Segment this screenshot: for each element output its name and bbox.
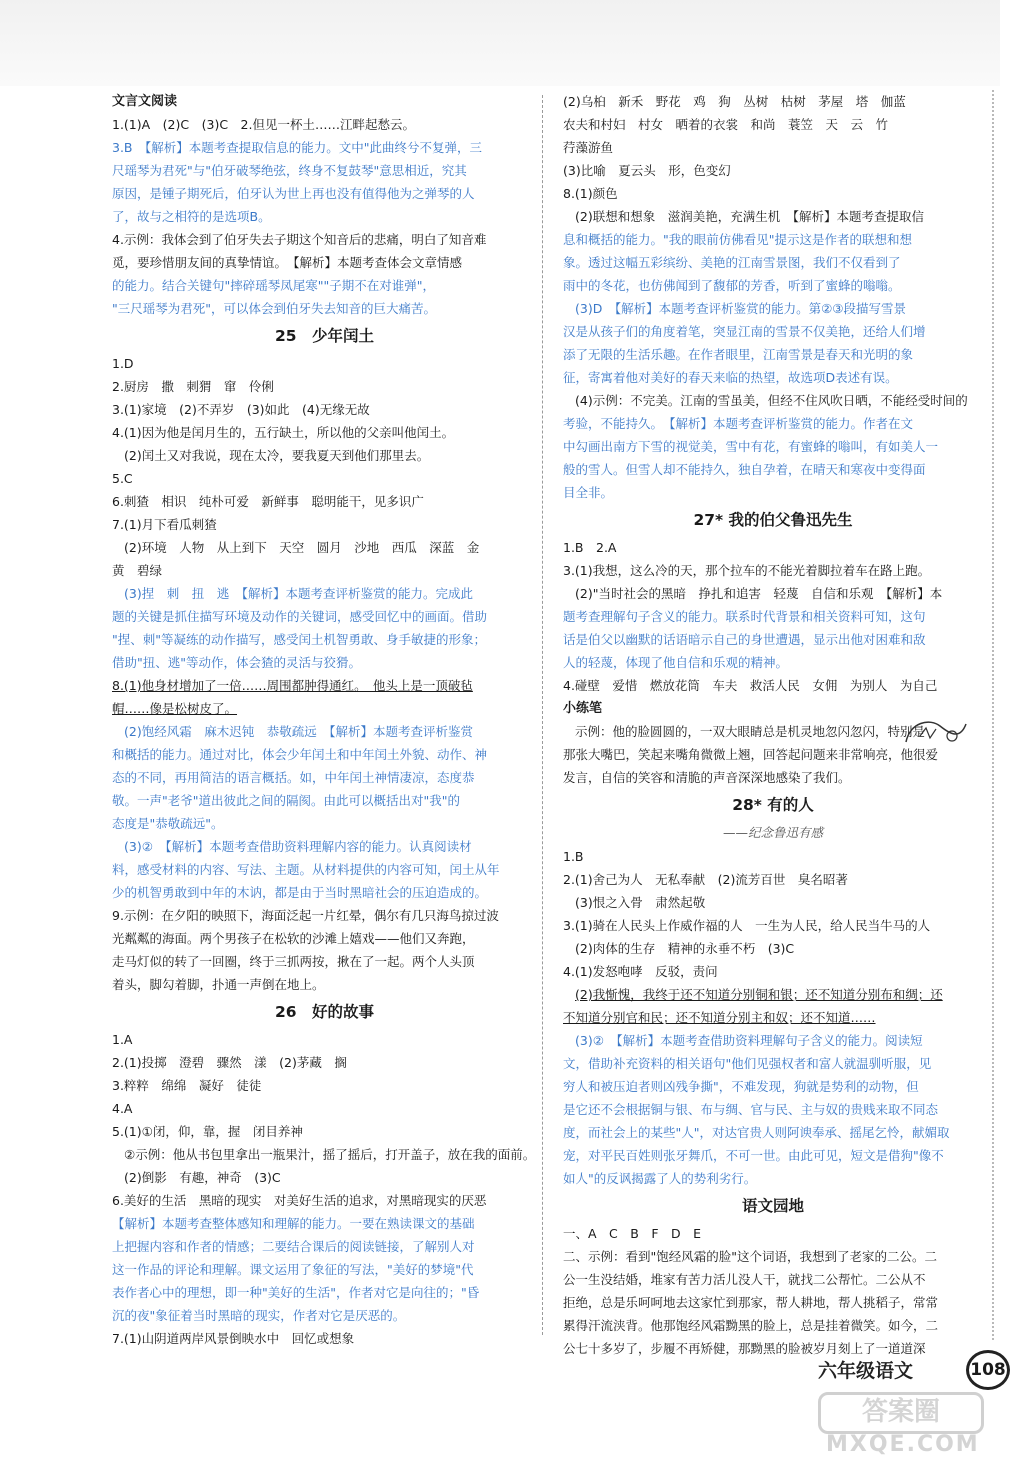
footer-subject-label: 六年级语文 — [818, 1360, 914, 1382]
answer-line: 公七十多岁了，步履不再矫健，那黝黑的脸被岁月刻上了一道道深 — [563, 1341, 926, 1356]
analysis-line: 敬。一声"老爷"道出彼此之间的隔阂。由此可以概括出对"我"的 — [112, 793, 460, 808]
analysis-line: 添了无限的生活乐趣。在作者眼里，江南雪景是春天和光明的象 — [563, 347, 914, 362]
analysis-line: 文，借助补充资料的相关语句"他们见强权者和富人就温驯听服，见 — [563, 1056, 932, 1071]
answer-line: 一、A C B F D E — [563, 1226, 702, 1241]
analysis-line: 3.B 【解析】本题考查提取信息的能力。文中"此曲终兮不复弹，三 — [112, 140, 483, 155]
lesson-subtitle: ——纪念鲁迅有感 — [722, 825, 823, 840]
analysis-line: "三尺瑶琴为君死"，可以体会到伯牙失去知音的巨大痛苦。 — [112, 301, 437, 316]
watermark-logo: 答案圈 — [818, 1392, 984, 1434]
analysis-line: 题的关键是抓住描写环境及动作的关键词，感受回忆中的画面。借助 — [112, 609, 488, 624]
page-top-shadow — [0, 0, 1000, 86]
analysis-line: 是它还不会根据铜与银、布与绸、官与民、主与奴的贵贱来取不同态 — [563, 1102, 939, 1117]
analysis-line: 原因，是锺子期死后，伯牙认为世上再也没有值得他为之弹琴的人 — [112, 186, 475, 201]
analysis-line: 少的机智勇敢到中年的木讷，都是由于当时黑暗社会的压迫造成的。 — [112, 885, 488, 900]
answer-line: (2)我惭愧，我终于还不知道分别铜和银；还不知道分别布和绸；还 — [575, 987, 943, 1002]
answer-line: 1.(1)A (2)C (3)C 2.但见一杯土……江畔起愁云。 — [112, 117, 415, 132]
left-column — [112, 90, 537, 1350]
analysis-line: 题考查理解句子含义的能力。联系时代背景和相关资料可知，这句 — [563, 609, 926, 624]
answer-line: (2)"当时社会的黑暗 挣扎和追害 轻蔑 自信和乐观 【解析】本 — [575, 586, 943, 601]
answer-line: ②示例：他从书包里拿出一瓶果汁，摇了摇后，打开盖子，放在我的面前。 — [124, 1147, 536, 1162]
analysis-line: 汉是从孩子们的角度着笔，突显江南的雪景不仅美艳，还给人们增 — [563, 324, 926, 339]
answer-line: 二、示例：看到"饱经风霜的脸"这个词语，我想到了老家的二公。二 — [563, 1249, 938, 1264]
answer-line: 不知道分别官和民；还不知道分别主和奴；还不知道…… — [563, 1010, 876, 1025]
analysis-line: 雨中的冬花，也仿佛闻到了馥郁的芳香，听到了蜜蜂的嗡嗡。 — [563, 278, 901, 293]
answer-line: (2)联想和想象 滋润美艳，充满生机 【解析】本题考查提取信 — [575, 209, 924, 224]
analysis-line: 象。透过这幅五彩缤纷、美艳的江南雪景图，我们不仅看到了 — [563, 255, 901, 270]
analysis-line: 【解析】本题考查整体感知和理解的能力。一要在熟读课文的基础 — [112, 1216, 475, 1231]
answer-line: 帽……像是松树皮了。 — [112, 701, 238, 716]
answer-line: 荇藻游鱼 — [563, 140, 614, 155]
analysis-line: "捏、刺"等凝练的动作描写，感受闰土机智勇敢、身手敏捷的形象； — [112, 632, 487, 647]
section-title: 语文园地 — [741, 1197, 804, 1215]
answer-line: 1.A — [112, 1032, 133, 1047]
answer-line: 8.(1)他身材增加了一倍……周围都肿得通红。 他头上是一顶破毡 — [112, 678, 473, 693]
answer-line: (4)示例：不完美。江南的雪虽美，但经不住风吹日晒，不能经受时间的 — [575, 393, 968, 408]
page-number: 108 — [966, 1350, 1010, 1390]
analysis-line: (3)D 【解析】本题考查评析鉴赏的能力。第②③段描写雪景 — [575, 301, 906, 316]
answer-line: 累得汗流浃背。他那饱经风霜黝黑的脸上，总是挂着微笑。如今，二 — [563, 1318, 939, 1333]
answer-line: (3)恨之入骨 肃然起敬 — [575, 895, 706, 910]
analysis-line: 话是伯父以幽默的话语暗示自己的身世遭遇，显示出他对困难和敌 — [563, 632, 926, 647]
analysis-line: (3)② 【解析】本题考查借助资料理解句子含义的能力。阅读短 — [575, 1033, 923, 1048]
answer-line: 着头，脚勾着脚，扑通一声倒在地上。 — [112, 977, 325, 992]
answer-line: (3)比喻 夏云头 形，色变幻 — [563, 163, 731, 178]
answer-line: 拒绝，总是乐呵呵地去这家忙到那家，帮人耕地，帮人挑稻子，常常 — [563, 1295, 939, 1310]
answer-line: (2)肉体的生存 精神的永垂不朽 (3)C — [575, 941, 795, 956]
answer-line: 3.粹粹 绵绵 凝好 徒徒 — [112, 1078, 262, 1093]
analysis-line: 宠，对平民百姓则张牙舞爪，不可一世。由此可见，短文是借狗"像不 — [563, 1148, 944, 1163]
answer-line: 5.(1)①闭，仰，靠，握 闭目养神 — [112, 1124, 303, 1139]
analysis-line: 般的雪人。但雪人却不能持久，独自孕着，在晴天和寒夜中变得面 — [563, 462, 926, 477]
answer-line: 7.(1)月下看瓜刺猹 — [112, 517, 217, 532]
analysis-line: 中勾画出南方下雪的视觉美，雪中有花，有蜜蜂的嗡叫，有如美人一 — [563, 439, 939, 454]
analysis-line: 度，而社会上的某些"人"，对达官贵人则阿谀奉承、摇尾乞怜，献媚取 — [563, 1125, 950, 1140]
answer-line: 2.厨房 撒 刺猬 窜 伶俐 — [112, 379, 274, 394]
column-divider — [542, 95, 543, 1335]
answer-line: 农夫和村妇 村女 晒着的衣裳 和尚 蓑笠 天 云 竹 — [563, 117, 889, 132]
practice-line: 发言，自信的笑容和清脆的声音深深地感染了我们。 — [563, 770, 851, 785]
analysis-line: 目全非。 — [563, 485, 614, 500]
answer-line: 8.(1)颜色 — [563, 186, 618, 201]
answer-line: 1.D — [112, 356, 134, 371]
sketch-doodle-icon — [900, 712, 972, 752]
analysis-line: 征，寄寓着他对美好的春天来临的热望，故选项D表述有误。 — [563, 370, 898, 385]
lesson-title: 25 少年闰土 — [274, 327, 375, 345]
answer-line: (2)闰土又对我说，现在太冷，要我夏天到他们那里去。 — [124, 448, 430, 463]
analysis-line: 了，故与之相符的是选项B。 — [112, 209, 271, 224]
answer-line: 黄 碧绿 — [112, 563, 163, 578]
answer-line: 公一生没结婚，堆家有苦力活儿没人干，就找二公帮忙。二公从不 — [563, 1272, 926, 1287]
practice-line: 那张大嘴巴，笑起来嘴角微微上翘，回答起问题来非常响亮，他很爱 — [563, 747, 939, 762]
answer-line: (2)乌桕 新禾 野花 鸡 狗 丛树 枯树 茅屋 塔 伽蓝 — [563, 94, 906, 109]
analysis-line: 料，感受材料的内容、写法、主题。从材料提供的内容可知，闰土从年 — [112, 862, 500, 877]
analysis-line: 尺瑶琴为君死"与"伯牙破琴绝弦，终身不复鼓琴"意思相近，究其 — [112, 163, 467, 178]
analysis-line: 态度是"恭敬疏远"。 — [112, 816, 224, 831]
answer-line: 光粼粼的海面。两个男孩子在松软的沙滩上嬉戏——他们又奔跑， — [112, 931, 475, 946]
lesson-title: 26 好的故事 — [274, 1003, 375, 1021]
analysis-line: 上把握内容和作者的情感；二要结合课后的阅读链接，了解别人对 — [112, 1239, 475, 1254]
answer-line: 3.(1)我想，这么冷的天，那个拉车的不能光着脚拉着车在路上跑。 — [563, 563, 931, 578]
analysis-line: 考验，不能持久。 【解析】本题考查评析鉴赏的能力。作者在文 — [563, 416, 914, 431]
answer-line: 4.(1)发怒咆哮 反驳，责问 — [563, 964, 718, 979]
binding-edge — [992, 90, 1000, 1340]
answer-line: 7.(1)山阴道两岸风景倒映水中 回忆或想象 — [112, 1331, 355, 1346]
analysis-line: 沉的夜"象征着当时黑暗的现实，作者对它是厌恶的。 — [112, 1308, 406, 1323]
answer-line: (2)倒影 有趣，神奇 (3)C — [124, 1170, 281, 1185]
analysis-line: 息和概括的能力。"我的眼前仿佛看见"提示这是作者的联想和想 — [563, 232, 913, 247]
analysis-line: 表作者心中的理想，即一种"美好的生活"，作者对它是向往的；"昏 — [112, 1285, 480, 1300]
analysis-line: 穷人和被压迫者则凶残争撕"，不难发现，狗就是势利的动物，但 — [563, 1079, 919, 1094]
analysis-line: 这一作品的评论和理解。课文运用了象征的写法，"美好的梦境"代 — [112, 1262, 474, 1277]
analysis-line: 和概括的能力。通过对比，体会少年闰土和中年闰土外貌、动作、神 — [112, 747, 488, 762]
analysis-line: 人的轻蔑，体现了他自信和乐观的精神。 — [563, 655, 789, 670]
answer-line: 6.刺猹 相识 纯朴可爱 新鲜事 聪明能干，见多识广 — [112, 494, 424, 509]
analysis-line: 如人"的反讽揭露了人的势利劣行。 — [563, 1171, 757, 1186]
analysis-line: (2)饱经风霜 麻木迟钝 恭敬疏远 【解析】本题考查评析鉴赏 — [124, 724, 473, 739]
practice-label: 小练笔 — [563, 701, 603, 716]
answer-line: 4.A — [112, 1101, 133, 1116]
lesson-title: 28* 有的人 — [732, 796, 814, 814]
answer-line: 3.(1)家境 (2)不弄岁 (3)如此 (4)无缘无故 — [112, 402, 370, 417]
answer-line: 4.碰壁 爱惜 燃放花筒 车夫 救活人民 女佣 为别人 为自己 — [563, 678, 938, 693]
answer-line: 5.C — [112, 471, 133, 486]
section-heading: 文言文阅读 — [112, 94, 178, 109]
answer-line: 觅，要珍惜朋友间的真挚情谊。 【解析】本题考查体会文章情感 — [112, 255, 463, 270]
watermark-url: MXQE.COM — [826, 1432, 980, 1457]
answer-line: 3.(1)骑在人民头上作威作福的人 一生为人民，给人民当牛马的人 — [563, 918, 931, 933]
answer-line: 4.(1)因为他是闰月生的，五行缺土，所以他的父亲叫他闰土。 — [112, 425, 455, 440]
analysis-line: (3)② 【解析】本题考查借助资料理解内容的能力。认真阅读材 — [124, 839, 472, 854]
answer-line: 4.示例：我体会到了伯牙失去子期这个知音后的悲痛，明白了知音难 — [112, 232, 487, 247]
analysis-line: 态的不同，再用简洁的语言概括。如，中年闰土神情凄凉，态度恭 — [112, 770, 475, 785]
answer-line: 1.B — [563, 849, 584, 864]
analysis-line: 借助"扭、逃"等动作，体会猹的灵活与狡猾。 — [112, 655, 361, 670]
answer-line: (2)环境 人物 从上到下 天空 圆月 沙地 西瓜 深蓝 金 — [124, 540, 480, 555]
answer-line: 走马灯似的转了一回圈，终于三抓两按，揪在了一起。两个人头顶 — [112, 954, 475, 969]
answer-line: 2.(1)投掷 澄碧 骤然 漾 (2)茅藏 搁 — [112, 1055, 347, 1070]
analysis-line: (3)捏 刺 扭 逃 【解析】本题考查评析鉴赏的能力。完成此 — [124, 586, 473, 601]
lesson-title: 27* 我的伯父鲁迅先生 — [693, 511, 853, 529]
answer-line: 2.(1)舍己为人 无私奉献 (2)流芳百世 臭名昭著 — [563, 872, 848, 887]
practice-line: 示例：他的脸圆圆的，一双大眼睛总是机灵地忽闪忽闪，特别是 — [575, 724, 926, 739]
answer-line: 6.美好的生活 黑暗的现实 对美好生活的追求，对黑暗现实的厌恶 — [112, 1193, 487, 1208]
answer-line: 9.示例：在夕阳的映照下，海面泛起一片红晕，偶尔有几只海鸟掠过波 — [112, 908, 499, 923]
analysis-line: 的能力。结合关键句"摔碎瑶琴凤尾寒""子期不在对谁弹"， — [112, 278, 435, 293]
answer-line: 1.B 2.A — [563, 540, 617, 555]
